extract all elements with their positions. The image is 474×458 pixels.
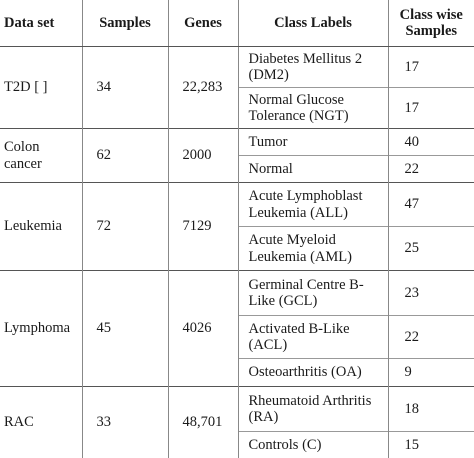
sample-count: 62 xyxy=(82,129,168,183)
sample-count: 33 xyxy=(82,387,168,458)
header-dataset: Data set xyxy=(0,0,82,47)
table-row xyxy=(0,47,474,88)
gene-count: 4026 xyxy=(168,271,238,387)
sample-count: 45 xyxy=(82,271,168,387)
class-label: Controls (C) xyxy=(238,432,388,458)
class-label: Acute Myeloid Leukemia (AML) xyxy=(238,227,388,271)
header-samples: Samples xyxy=(82,0,168,47)
sample-count: 34 xyxy=(82,47,168,129)
gene-count: 7129 xyxy=(168,183,238,271)
class-sample-count: 17 xyxy=(388,88,474,129)
header-classwise-samples: Class wise Samples xyxy=(388,0,474,47)
table-row xyxy=(0,129,474,156)
class-label: Diabetes Mellitus 2 (DM2) xyxy=(238,47,388,88)
class-sample-count: 25 xyxy=(388,227,474,271)
class-label: Activated B-Like (ACL) xyxy=(238,316,388,359)
class-sample-count: 22 xyxy=(388,156,474,183)
class-label: Normal Glucose Tolerance (NGT) xyxy=(238,88,388,129)
class-sample-count: 22 xyxy=(388,316,474,359)
gene-count: 48,701 xyxy=(168,387,238,458)
header-genes: Genes xyxy=(168,0,238,47)
class-label: Osteoarthritis (OA) xyxy=(238,359,388,387)
class-label: Normal xyxy=(238,156,388,183)
class-sample-count: 40 xyxy=(388,129,474,156)
header-row xyxy=(0,0,474,47)
dataset-name: RAC xyxy=(0,387,82,458)
dataset-name: Colon cancer xyxy=(0,129,82,183)
dataset-name: Leukemia xyxy=(0,183,82,271)
class-label: Acute Lymphoblast Leukemia (ALL) xyxy=(238,183,388,227)
gene-count: 22,283 xyxy=(168,47,238,129)
class-sample-count: 17 xyxy=(388,47,474,88)
class-sample-count: 18 xyxy=(388,387,474,432)
table-row xyxy=(0,271,474,316)
table-row xyxy=(0,183,474,227)
gene-count: 2000 xyxy=(168,129,238,183)
header-class-labels: Class Labels xyxy=(238,0,388,47)
sample-count: 72 xyxy=(82,183,168,271)
class-sample-count: 47 xyxy=(388,183,474,227)
dataset-name: T2D [ ] xyxy=(0,47,82,129)
class-sample-count: 15 xyxy=(388,432,474,458)
class-sample-count: 9 xyxy=(388,359,474,387)
class-label: Germinal Centre B-Like (GCL) xyxy=(238,271,388,316)
dataset-name: Lymphoma xyxy=(0,271,82,387)
table-row xyxy=(0,387,474,432)
class-label: Tumor xyxy=(238,129,388,156)
class-label: Rheumatoid Arthritis (RA) xyxy=(238,387,388,432)
class-sample-count: 23 xyxy=(388,271,474,316)
